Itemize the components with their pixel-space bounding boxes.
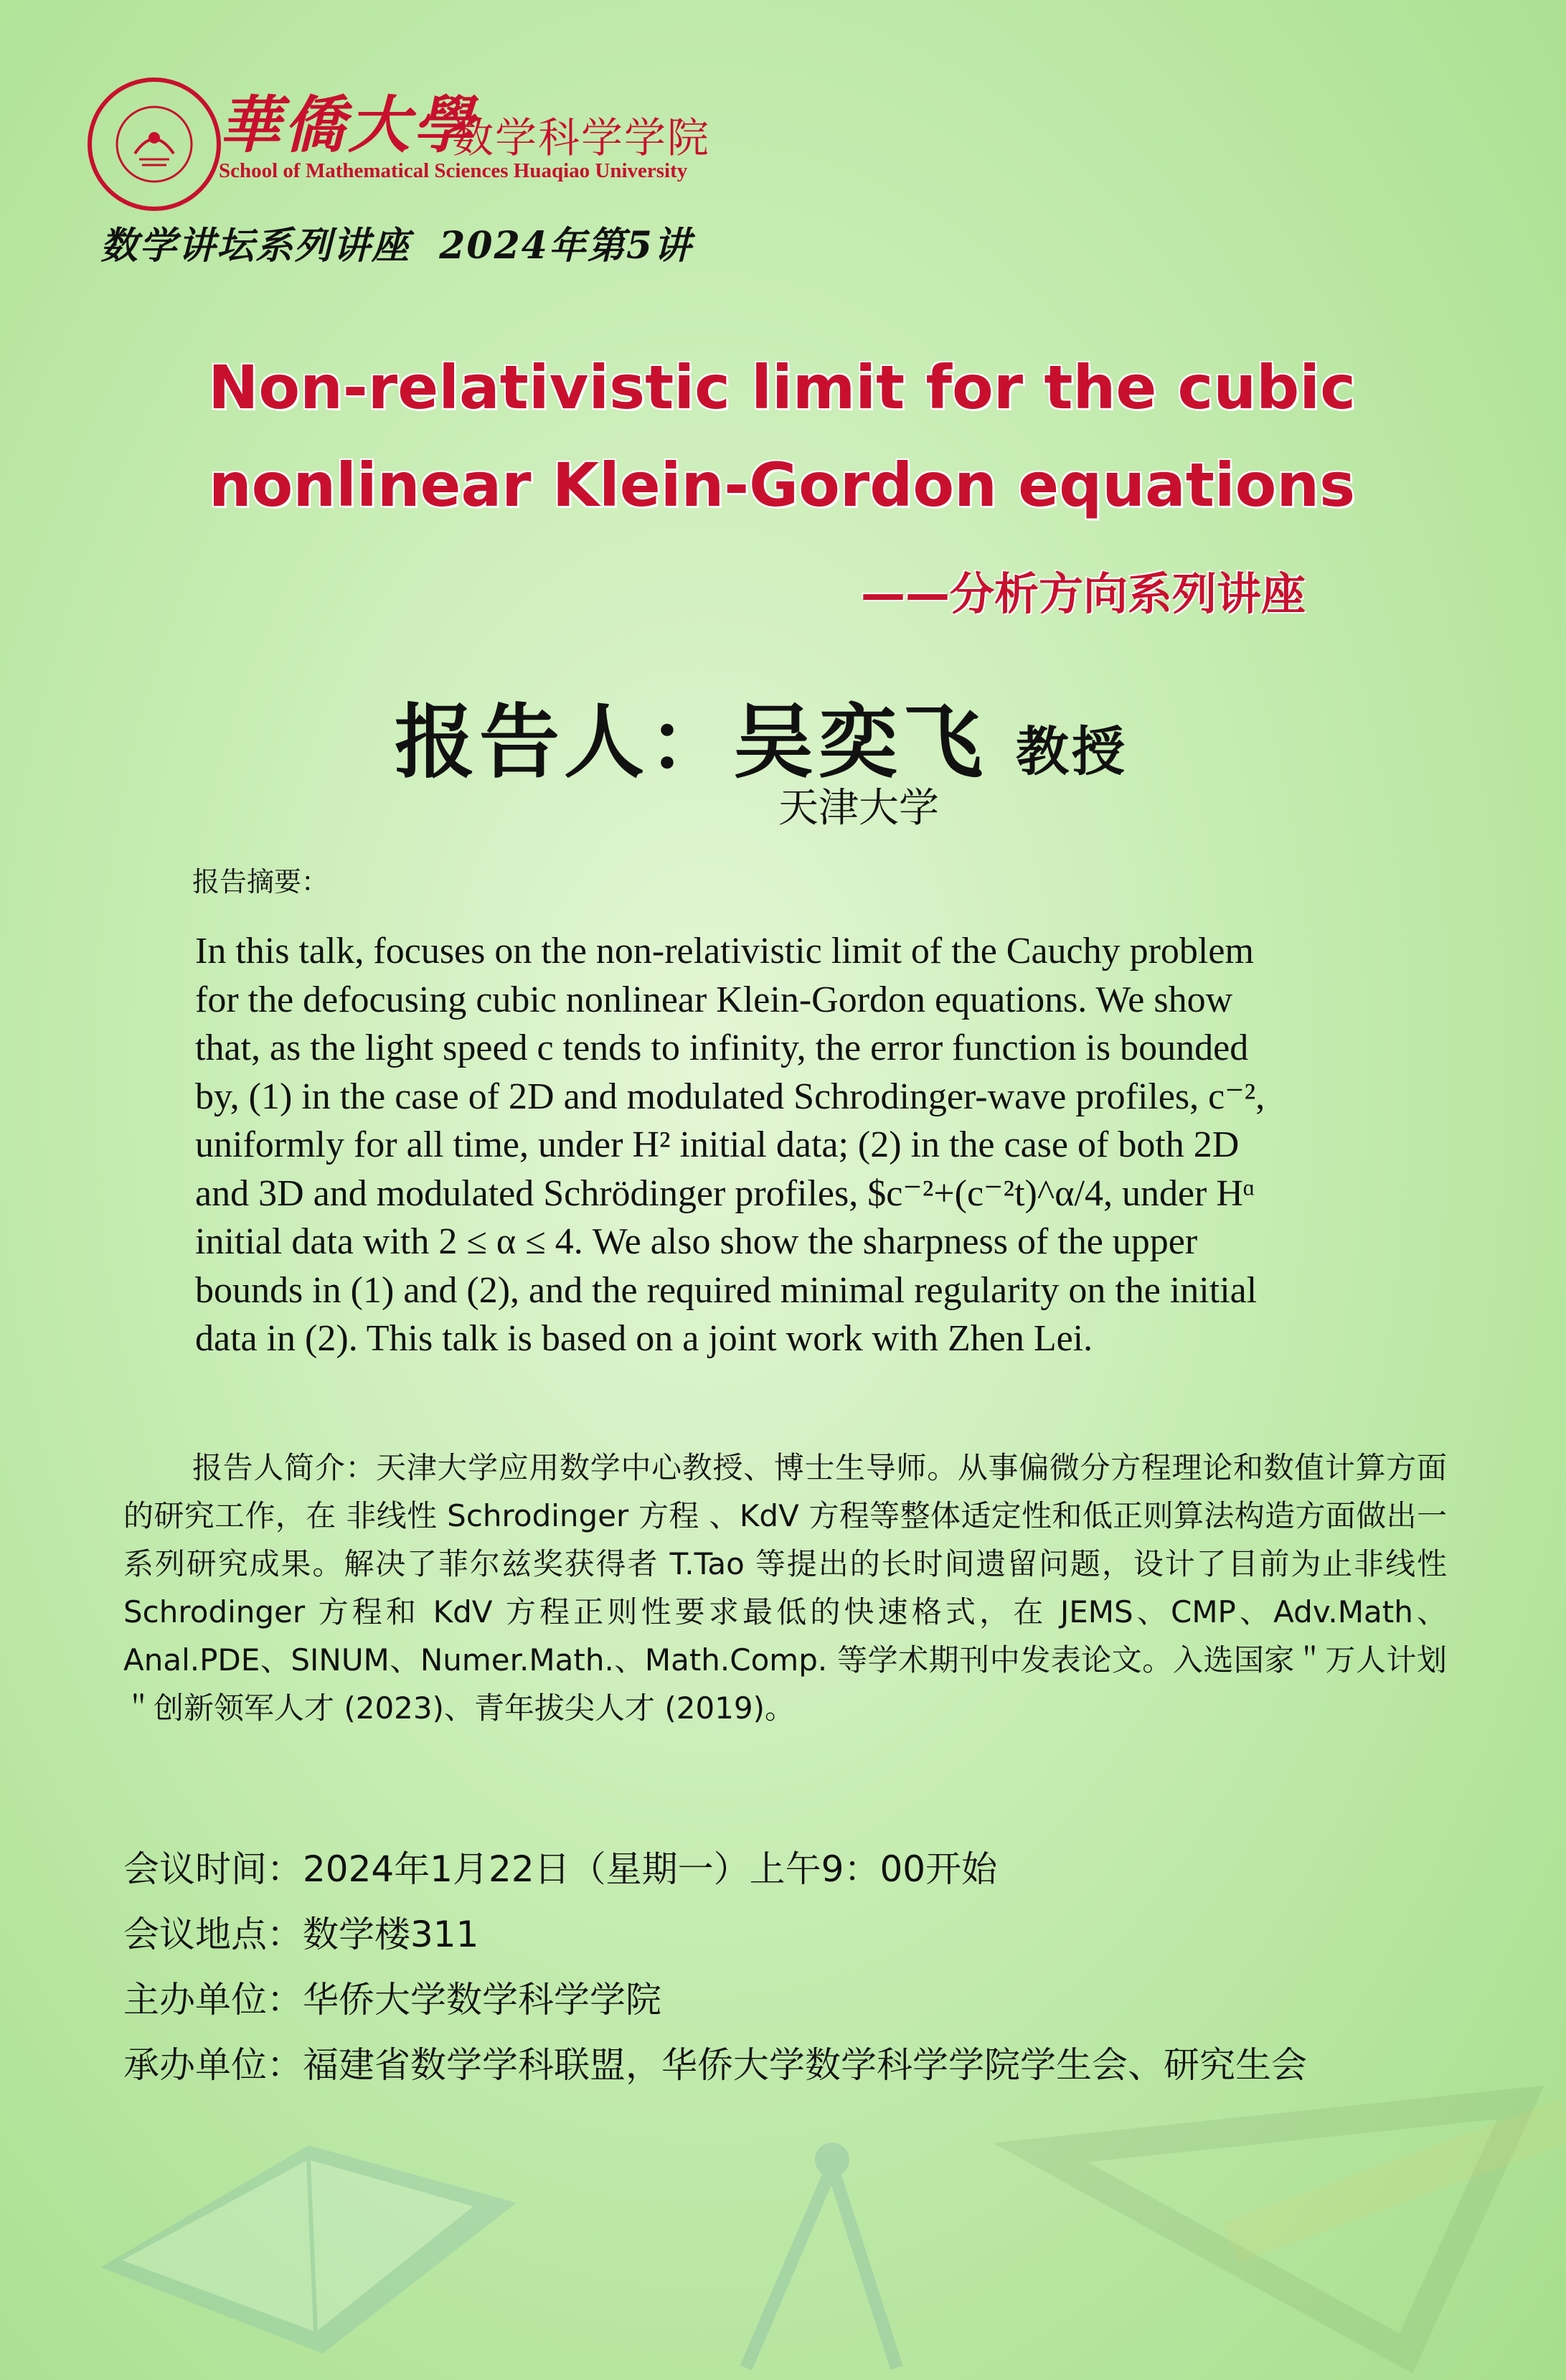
- abstract-label: 报告摘要：: [192, 866, 329, 898]
- seal-emblem-icon: [92, 82, 217, 207]
- meeting-place: 会议地点：数学楼311: [123, 1914, 479, 1955]
- speaker-affiliation: 天津大学: [778, 785, 939, 832]
- university-name: 華僑大學: [219, 89, 477, 161]
- abstract-line: initial data with 2 ≤ α ≤ 4. We also show the sharpness of the upper: [195, 1221, 1198, 1262]
- school-name-cn: 数学科学学院: [452, 113, 711, 162]
- speaker-name: 报告人：吴奕飞: [395, 696, 987, 789]
- meeting-time: 会议时间：2024年1月22日（星期一）上午9：00开始: [123, 1848, 998, 1890]
- abstract-line: that, as the light speed c tends to infinity, the error function is bounded: [195, 1027, 1249, 1068]
- speaker-bio: 报告人简介：天津大学应用数学中心教授、博士生导师。从事偏微分方程理论和数值计算方面的研究工作，在 非线性 Schrodinger 方程 、KdV 方程等整体适定性和低正则算法构造方面做出一系列研究成果。解决了菲尔兹奖获得者 T.Tao 等提出的长时间遗留问题，设计了目前为止非线性 Schrodinger 方程和 KdV 方程正则性要求最低的快速格式，在 JEMS、CMP、Adv.Math、Anal.PDE、SINUM、Numer.Math.、Math.Comp. 等学术期刊中发表论文。入选国家＂万人计划＂创新领军人才 (2023)、青年拔尖人才 (2019)。: [123, 1450, 1447, 1726]
- speaker-rank: 教授: [1016, 721, 1128, 783]
- abstract-line: and 3D and modulated Schrödinger profiles, $c⁻²+(c⁻²t)^α/4, under Hᵅ: [195, 1172, 1255, 1214]
- abstract-line: by, (1) in the case of 2D and modulated Schrodinger-wave profiles, c⁻²,: [195, 1076, 1265, 1117]
- compass-icon: [746, 2143, 897, 2368]
- abstract-line: for the defocusing cubic nonlinear Klein-Gordon equations. We show: [195, 979, 1233, 1020]
- university-seal-logo: [88, 77, 221, 211]
- abstract-line: uniformly for all time, under H² initial data; (2) in the case of both 2D: [195, 1124, 1240, 1165]
- abstract-line: data in (2). This talk is based on a joint work with Zhen Lei.: [195, 1318, 1093, 1359]
- open-book-icon: [100, 2145, 517, 2353]
- abstract-line: bounds in (1) and (2), and the required minimal regularity on the initial: [195, 1269, 1258, 1311]
- talk-title-line2: nonlinear Klein-Gordon equations: [208, 450, 1356, 520]
- host-unit: 主办单位：华侨大学数学科学学院: [123, 1979, 661, 2021]
- abstract-line: In this talk, focuses on the non-relativistic limit of the Cauchy problem: [195, 931, 1254, 972]
- talk-title: [108, 339, 1456, 534]
- decorative-illustrations: [0, 2052, 1566, 2380]
- abstract-text: [195, 927, 1400, 1363]
- school-name-en: School of Mathematical Sciences Huaqiao University: [219, 159, 688, 182]
- speaker: [395, 678, 1128, 794]
- lecture-series: 数学讲坛系列讲座 2024年第5讲: [100, 224, 693, 268]
- talk-subtitle: ——分析方向系列讲座: [861, 568, 1306, 620]
- talk-title-line1: Non-relativistic limit for the cubic: [208, 352, 1356, 423]
- organizer-unit: 承办单位：福建省数学学科联盟，华侨大学数学科学学院学生会、研究生会: [123, 2044, 1307, 2086]
